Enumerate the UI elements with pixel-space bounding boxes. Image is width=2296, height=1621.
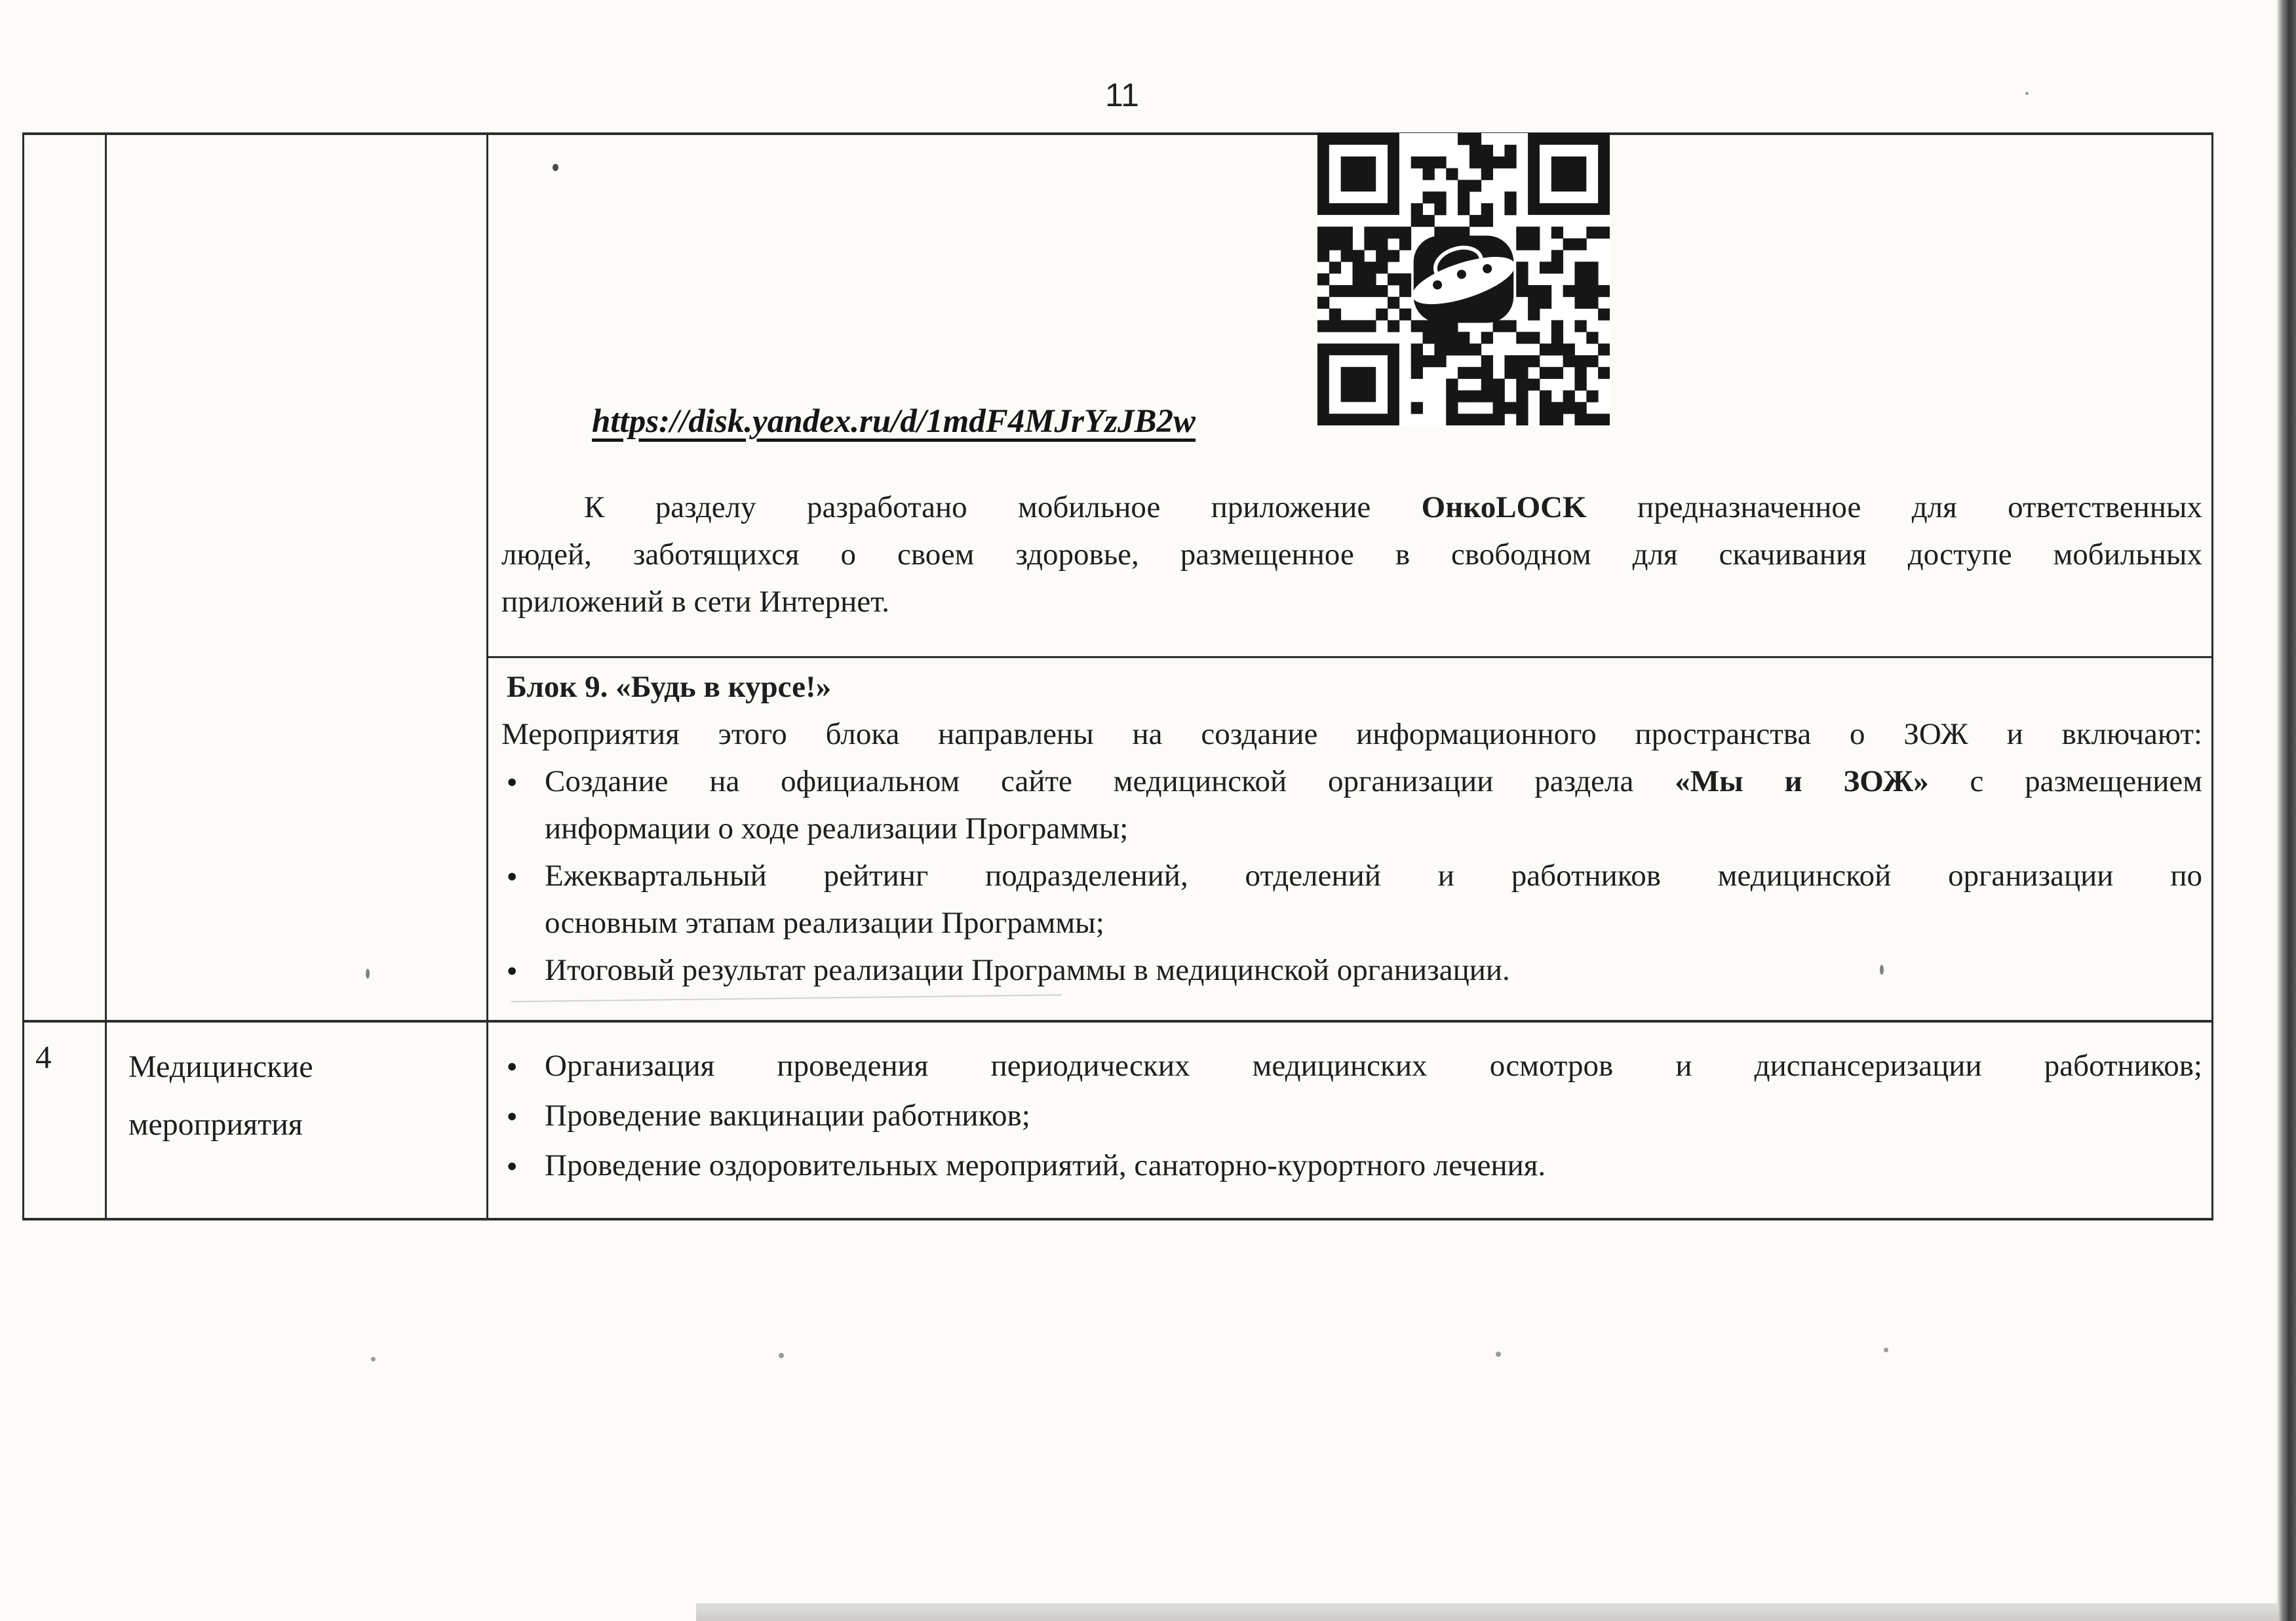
qr-code-image — [1317, 133, 1610, 425]
block9-section — [501, 663, 2202, 994]
row4-bullet-list — [501, 1041, 2202, 1190]
scan-edge-shadow — [2276, 0, 2296, 1621]
scan-speckle — [1496, 1352, 1501, 1357]
table-row-divider-row4 — [22, 1020, 2213, 1023]
row4-bullet-1 — [501, 1041, 2202, 1091]
scan-speckle — [371, 1357, 376, 1361]
bullet-line: ● Ежеквартальный рейтинг подразделений, отделений и работников медицинской организации по — [545, 859, 2202, 893]
paragraph-line-2: людей, заботящихся о своем здоровье, размещенное в свободном для скачивания доступе мобильных — [501, 537, 2202, 572]
paragraph-line-1 — [501, 484, 2202, 531]
row4-number: 4 — [35, 1039, 52, 1075]
bullet-line — [545, 758, 2202, 805]
block9-bullet-1 — [501, 758, 2202, 852]
scan-speckle — [1880, 965, 1884, 975]
yandex-disk-link[interactable]: https://disk.yandex.ru/d/1mdF4MJrYzJB2w — [592, 403, 1196, 440]
section-name-bold: «Мы и ЗОЖ» — [1675, 764, 1929, 798]
table-row-divider-block9 — [486, 656, 2213, 658]
scan-bottom-band — [696, 1603, 2279, 1621]
block9-bullet-list — [501, 758, 2202, 994]
row4-bullet-2 — [501, 1091, 2202, 1141]
bullet-line: основным этапам реализации Программы; — [545, 906, 1104, 940]
table-border-right — [2211, 132, 2213, 1221]
text-segment: Создание на официальном сайте медицинской организации раздела — [545, 764, 1675, 798]
paragraph-line-3: приложений в сети Интернет. — [501, 585, 889, 619]
block9-bullet-3 — [501, 947, 2202, 994]
scan-speckle — [553, 164, 558, 171]
bullet-line: ● Проведение вакцинации работников; — [545, 1099, 1030, 1133]
text-segment: с размещением — [1928, 764, 2202, 798]
scan-speckle — [2025, 92, 2029, 95]
page-number: 11 — [1105, 77, 1139, 113]
table-column-divider-2 — [486, 132, 488, 1221]
bullet-line: ● Организация проведения периодических медицинских осмотров и диспансеризации работников; — [545, 1049, 2202, 1083]
text-segment: К разделу разработано мобильное приложение — [584, 490, 1422, 524]
row4-label: Медицинские мероприятия — [128, 1049, 313, 1142]
scan-speckle — [366, 969, 370, 979]
row4-bullet-3 — [501, 1141, 2202, 1190]
block9-bullet-2 — [501, 852, 2202, 947]
app-description-paragraph — [501, 484, 2202, 625]
block9-intro: Мероприятия этого блока направлены на создание информационного пространства о ЗОЖ и включают: — [501, 717, 2202, 751]
table-border-left — [22, 132, 24, 1221]
bullet-line: ● Проведение оздоровительных мероприятий, санаторно-курортного лечения. — [545, 1148, 1546, 1182]
bullet-line: ● Итоговый результат реализации Программы в медицинской организации. — [545, 953, 1510, 987]
table-column-divider-1 — [105, 132, 107, 1221]
block9-title: Блок 9. «Будь в курсе!» — [507, 670, 832, 704]
app-name-bold: ОнкоLOCK — [1421, 490, 1587, 524]
scan-speckle — [779, 1353, 784, 1358]
table-border-top — [22, 132, 2213, 135]
scan-scratch-line — [511, 994, 1062, 1002]
bullet-line: информации о ходе реализации Программы; — [545, 811, 1129, 846]
scan-speckle — [1884, 1348, 1888, 1352]
text-segment: предназначенное для ответственных — [1586, 490, 2202, 524]
table-border-bottom — [22, 1218, 2213, 1221]
